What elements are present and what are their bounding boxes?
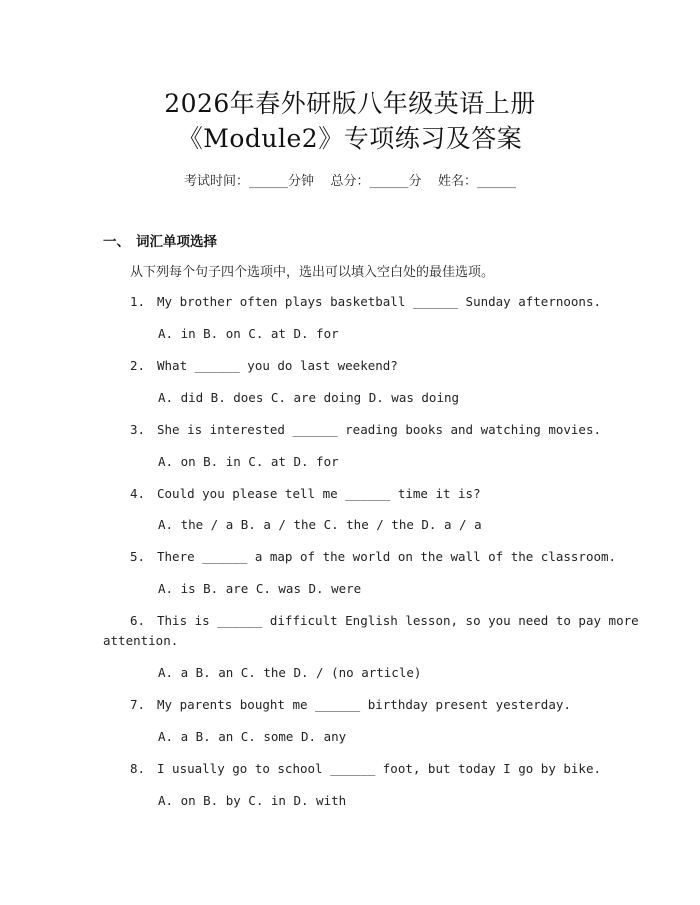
- question-8-options: A. on B. by C. in D. with: [158, 793, 347, 808]
- question-text: There ______ a map of the world on the wall of the classroom.: [157, 549, 617, 564]
- question-number: 7.: [130, 697, 146, 712]
- question-3: [130, 422, 601, 437]
- question-1: [130, 294, 601, 309]
- question-2: [130, 358, 398, 373]
- question-8: [130, 761, 601, 776]
- question-7-options: A. a B. an C. some D. any: [158, 729, 347, 744]
- document-title-line2: 《Module2》专项练习及答案: [177, 124, 523, 153]
- question-text: Could you please tell me ______ time it is?: [157, 486, 481, 501]
- question-number: 1.: [130, 294, 146, 309]
- question-text: My brother often plays basketball ______ Sunday afternoons.: [157, 294, 602, 309]
- question-3-options: A. on B. in C. at D. for: [158, 454, 339, 469]
- section-title: 词汇单项选择: [136, 234, 217, 250]
- question-text: My parents bought me ______ birthday present yesterday.: [157, 697, 571, 712]
- question-6-continuation: attention.: [103, 633, 179, 648]
- section-heading: [103, 230, 217, 250]
- question-number: 4.: [130, 486, 146, 501]
- question-1-options: A. in B. on C. at D. for: [158, 326, 339, 341]
- question-text: She is interested ______ reading books and watching movies.: [157, 422, 602, 437]
- section-number: 一、: [103, 234, 130, 250]
- question-5-options: A. is B. are C. was D. were: [158, 581, 362, 596]
- question-text: What ______ you do last weekend?: [157, 358, 398, 373]
- question-6: [130, 613, 639, 628]
- question-text: This is ______ difficult English lesson, so you need to pay more: [157, 613, 639, 628]
- exam-meta-info: 考试时间：______分钟 总分：______分 姓名：______: [183, 174, 517, 189]
- question-number: 2.: [130, 358, 146, 373]
- question-7: [130, 697, 571, 712]
- question-number: 8.: [130, 761, 146, 776]
- question-4: [130, 486, 481, 501]
- document-title-line1: 2026年春外研版八年级英语上册: [164, 89, 536, 118]
- question-text: I usually go to school ______ foot, but today I go by bike.: [157, 761, 602, 776]
- question-2-options: A. did B. does C. are doing D. was doing: [158, 390, 460, 405]
- question-number: 6.: [130, 613, 146, 628]
- question-5: [130, 549, 616, 564]
- question-number: 3.: [130, 422, 146, 437]
- section-instruction: 从下列每个句子四个选项中，选出可以填入空白处的最佳选项。: [130, 265, 495, 280]
- question-number: 5.: [130, 549, 146, 564]
- question-4-options: A. the / a B. a / the C. the / the D. a / a: [158, 517, 482, 532]
- question-6-options: A. a B. an C. the D. / (no article): [158, 665, 422, 680]
